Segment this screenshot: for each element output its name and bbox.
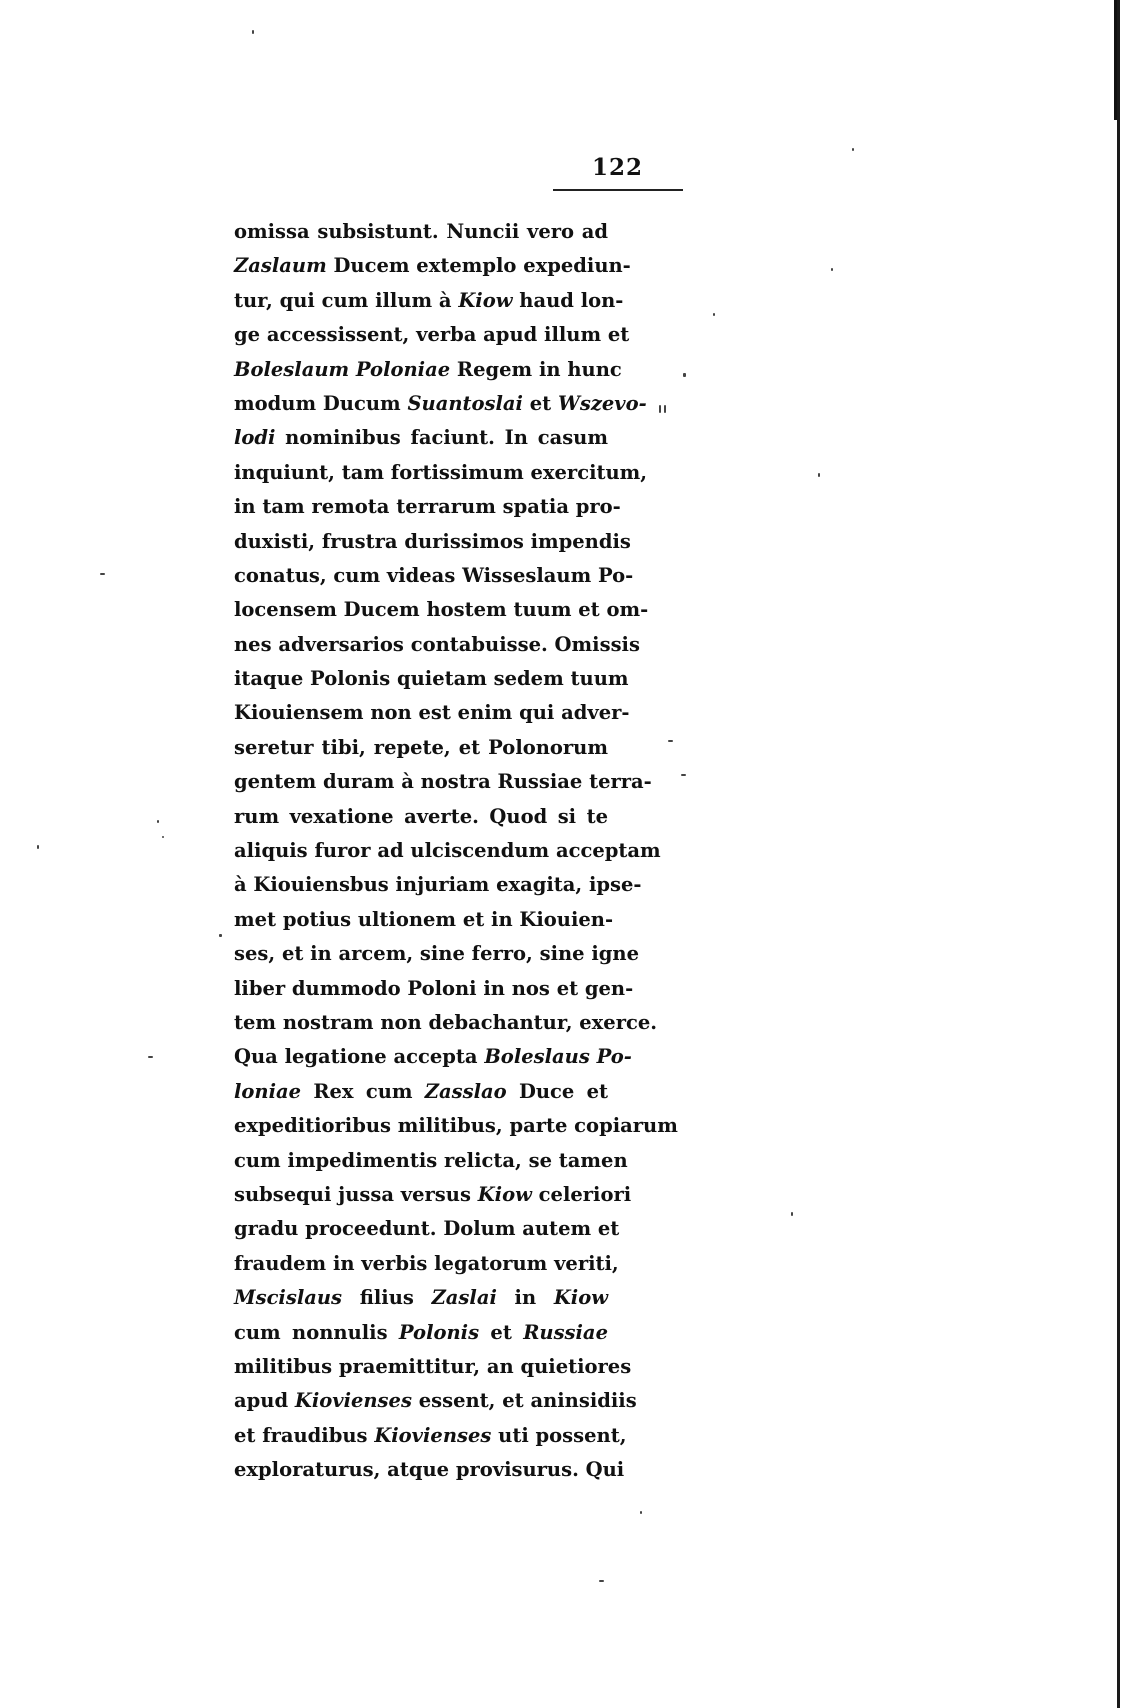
text-segment: à Kiouiensbus injuriam exagita, ipse-	[234, 873, 642, 897]
text-line	[234, 318, 630, 352]
text-line	[234, 765, 652, 799]
italic-name: Kiow	[458, 288, 513, 312]
page-edge-line	[1117, 0, 1120, 1708]
text-line	[234, 1419, 627, 1453]
scan-speck	[683, 373, 686, 377]
italic-name: Zasslao	[424, 1079, 507, 1103]
text-segment: uti possent,	[491, 1423, 627, 1447]
scan-speck	[713, 313, 715, 316]
text-line	[234, 903, 614, 937]
italic-name: Mscislaus	[234, 1286, 343, 1310]
text-segment: itaque Polonis quietam sedem tuum	[234, 667, 629, 691]
text-segment: apud	[234, 1389, 295, 1413]
scan-speck	[599, 1580, 604, 1582]
text-segment: Rex cum	[301, 1079, 425, 1103]
scan-speck	[791, 1212, 793, 1216]
scan-speck	[148, 1056, 153, 1058]
text-line	[234, 628, 640, 662]
text-segment: et	[479, 1320, 524, 1344]
text-segment: fraudem in verbis legatorum veriti,	[234, 1251, 619, 1275]
text-line	[234, 1178, 632, 1212]
text-segment: filius	[342, 1286, 432, 1310]
text-line	[234, 490, 621, 524]
scan-speck	[219, 934, 222, 937]
text-segment: omissa subsistunt. Nuncii vero ad	[234, 220, 608, 243]
text-line	[234, 421, 608, 455]
text-line	[234, 696, 630, 730]
text-segment: Kiouiensem non est enim qui adver-	[234, 701, 630, 725]
italic-name: Kiovienses	[294, 1389, 412, 1413]
text-line	[234, 1040, 632, 1074]
text-segment: tur, qui cum illum à	[234, 288, 459, 312]
text-line	[234, 800, 608, 834]
page-number: 122	[592, 154, 644, 181]
text-segment: subsequi jussa versus	[234, 1182, 478, 1206]
text-line	[234, 249, 631, 283]
text-line	[234, 1144, 628, 1178]
text-line	[234, 215, 608, 249]
scan-speck	[640, 1511, 642, 1514]
text-segment: rum vexatione averte. Quod si te	[234, 804, 608, 828]
text-segment: nominibus faciunt. In casum	[275, 426, 608, 450]
italic-name: loniae	[234, 1079, 302, 1103]
italic-name: Kiovienses	[374, 1423, 492, 1447]
text-segment: modum Ducum	[234, 391, 408, 415]
text-line	[234, 1212, 620, 1246]
text-segment: locensem Ducem hostem tuum et om-	[234, 598, 649, 622]
italic-name: Kiow	[477, 1182, 532, 1206]
scan-speck	[664, 405, 666, 413]
scan-speck	[157, 820, 159, 823]
text-line	[234, 284, 624, 318]
scan-speck	[659, 405, 661, 413]
scan-speck	[252, 30, 254, 34]
italic-name: Suantoslai	[407, 391, 523, 415]
header-rule	[553, 189, 683, 191]
italic-name: lodi	[234, 426, 276, 450]
text-line	[234, 1075, 608, 1109]
text-segment: nes adversarios contabuisse. Omissis	[234, 632, 640, 656]
text-segment: ge accessissent, verba apud illum et	[234, 323, 630, 347]
text-segment: liber dummodo Poloni in nos et gen-	[234, 976, 634, 1000]
text-segment: gentem duram à nostra Russiae terra-	[234, 770, 652, 794]
text-segment: tem nostram non debachantur, exerce.	[234, 1010, 658, 1034]
text-line	[234, 353, 622, 387]
text-line	[234, 1384, 637, 1418]
text-segment: Duce et	[506, 1079, 608, 1103]
text-segment: Regem in hunc	[450, 357, 622, 381]
text-segment: cum nonnulis	[234, 1320, 399, 1344]
text-segment: et	[522, 391, 558, 415]
text-segment: aliquis furor ad ulciscendum acceptam	[234, 839, 661, 863]
text-line	[234, 662, 629, 696]
scan-speck	[162, 836, 164, 838]
text-line	[234, 834, 661, 868]
text-line	[234, 1350, 632, 1384]
text-segment: cum impedimentis relicta, se tamen	[234, 1148, 628, 1172]
text-segment: et fraudibus	[234, 1423, 375, 1447]
text-line	[234, 1453, 625, 1487]
scan-speck	[100, 573, 105, 575]
text-segment: essent, et aninsidiis	[411, 1389, 637, 1413]
text-segment: militibus praemittitur, an quietiores	[234, 1354, 632, 1378]
text-segment: celeriori	[531, 1182, 632, 1206]
text-line	[234, 1006, 658, 1040]
scan-speck	[668, 740, 673, 742]
text-segment: conatus, cum videas Wisseslaum Po-	[234, 563, 634, 587]
text-line	[234, 1316, 608, 1350]
text-line	[234, 525, 631, 559]
text-line	[234, 456, 648, 490]
italic-name: Polonis	[398, 1320, 480, 1344]
italic-name: Zaslai	[431, 1286, 497, 1310]
text-segment: gradu proceedunt. Dolum autem et	[234, 1217, 620, 1241]
italic-name: Kiow	[553, 1286, 608, 1310]
italic-name: Russiae	[523, 1320, 608, 1344]
text-segment: inquiunt, tam fortissimum exercitum,	[234, 460, 648, 484]
italic-name: Boleslaum Poloniae	[234, 357, 451, 381]
text-line	[234, 1281, 608, 1315]
text-segment: duxisti, frustra durissimos impendis	[234, 529, 631, 553]
italic-name: Wszevo-	[557, 391, 647, 415]
text-line	[234, 387, 647, 421]
text-line	[234, 731, 608, 765]
scan-speck	[831, 268, 833, 271]
body-text	[234, 215, 678, 1487]
text-line	[234, 559, 634, 593]
text-segment: Ducem extemplo expediun-	[326, 254, 631, 278]
text-line	[234, 937, 639, 971]
scan-speck	[852, 148, 854, 151]
text-segment: met potius ultionem et in Kiouien-	[234, 907, 614, 931]
text-segment: in	[496, 1286, 554, 1310]
scan-speck	[37, 845, 39, 849]
text-segment: Qua legatione accepta	[234, 1045, 485, 1069]
text-segment: in tam remota terrarum spatia pro-	[234, 495, 621, 519]
italic-name: Boleslaus Po-	[484, 1045, 632, 1069]
scan-speck	[818, 473, 820, 477]
text-segment: expeditioribus militibus, parte copiarum	[234, 1114, 678, 1138]
scan-speck	[681, 774, 686, 776]
text-line	[234, 1247, 619, 1281]
italic-name: Zaslaum	[234, 254, 327, 278]
text-segment: ses, et in arcem, sine ferro, sine igne	[234, 942, 639, 966]
text-line	[234, 1109, 678, 1143]
text-line	[234, 868, 642, 902]
text-line	[234, 593, 649, 627]
text-segment: haud lon-	[512, 288, 624, 312]
text-segment: exploraturus, atque provisurus. Qui	[234, 1458, 625, 1482]
text-line	[234, 972, 634, 1006]
text-segment: seretur tibi, repete, et Polonorum	[234, 735, 608, 759]
